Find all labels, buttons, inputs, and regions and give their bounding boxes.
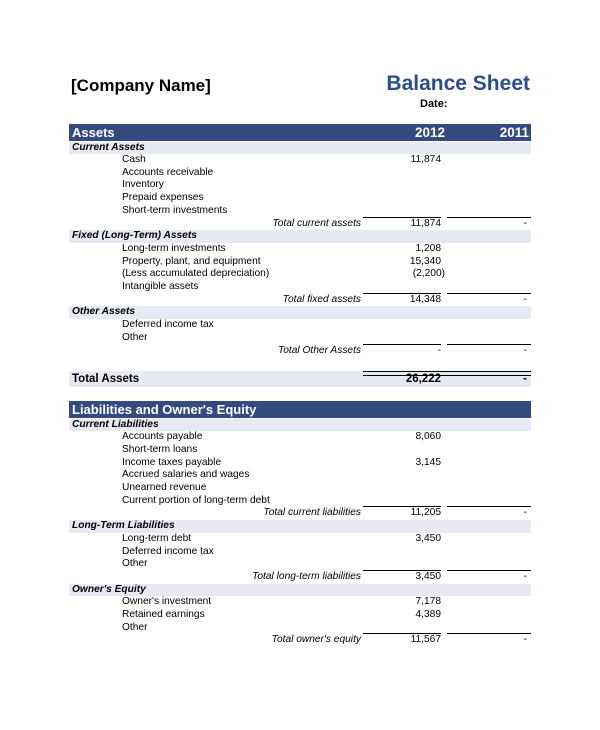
value-2012: (2,200)	[412, 268, 445, 280]
total-2011: -	[523, 344, 527, 356]
total-border	[447, 570, 531, 584]
section-label: Other Assets	[72, 306, 136, 318]
total-2012: 11,205	[410, 507, 441, 519]
value-2012: 8,060	[415, 431, 441, 443]
total-row	[69, 571, 531, 584]
section-label: Fixed (Long-Term) Assets	[72, 230, 197, 242]
total-2012: -	[437, 344, 441, 356]
row-label: (Less accumulated depreciation)	[122, 268, 270, 280]
total-2012: 11,567	[410, 634, 441, 646]
total-label: Total Other Assets	[277, 344, 361, 356]
total-row	[69, 294, 531, 307]
fixed-assets-header	[69, 230, 531, 243]
table-row	[69, 179, 531, 192]
total-assets-2012: 26,222	[405, 373, 441, 385]
total-2011: -	[523, 634, 527, 646]
table-row	[69, 319, 531, 332]
total-2012: 14,348	[409, 293, 441, 305]
row-label: Other	[122, 558, 148, 570]
row-label: Retained earnings	[122, 609, 205, 620]
total-border	[447, 344, 531, 358]
table-row	[69, 457, 531, 470]
liabilities-heading: Liabilities and Owner's Equity	[72, 402, 257, 417]
total-assets-label: Total Assets	[72, 373, 140, 385]
document-title: Balance Sheet	[386, 72, 530, 95]
total-border	[447, 506, 531, 520]
table-row	[69, 444, 531, 457]
table-row	[69, 256, 531, 269]
company-name: [Company Name]	[71, 76, 211, 95]
double-underline	[363, 371, 531, 376]
table-row	[69, 533, 531, 546]
value-2012: 3,450	[415, 532, 441, 544]
value-2012: 4,389	[415, 609, 441, 620]
year-2012-header: 2012	[414, 125, 445, 140]
total-row	[69, 345, 531, 358]
table-row	[69, 243, 531, 256]
section-label: Current Assets	[72, 141, 145, 153]
row-label: Accounts payable	[122, 431, 203, 443]
row-label: Deferred income tax	[122, 545, 214, 557]
current-liabilities-header	[69, 419, 531, 432]
section-label: Long-Term Liabilities	[72, 520, 175, 532]
row-label: Property, plant, and equipment	[122, 255, 261, 267]
row-label: Unearned revenue	[122, 482, 207, 493]
year-2011-header: 2011	[499, 125, 529, 140]
total-2012: 11,874	[410, 217, 441, 229]
row-label: Cash	[122, 154, 146, 165]
row-label: Current portion of long-term debt	[122, 494, 270, 506]
current-assets-header	[69, 142, 531, 155]
assets-header	[69, 124, 531, 141]
row-label: Long-term debt	[122, 532, 192, 544]
row-label: Inventory	[122, 179, 164, 191]
total-border	[447, 633, 531, 647]
total-2011: -	[523, 293, 527, 305]
row-label: Long-term investments	[122, 242, 226, 254]
table-row	[69, 167, 531, 180]
table-row	[69, 596, 531, 609]
table-row	[69, 469, 531, 482]
row-label: Accounts receivable	[122, 166, 214, 178]
longterm-liabilities-header	[69, 520, 531, 533]
value-2012: 1,208	[415, 242, 441, 254]
total-2011: -	[523, 570, 527, 582]
row-label: Prepaid expenses	[122, 192, 204, 204]
total-2012: 3,450	[415, 570, 441, 582]
value-2012: 11,874	[410, 154, 441, 165]
total-assets-2011: -	[523, 373, 527, 385]
total-row	[69, 218, 531, 231]
table-row	[69, 431, 531, 444]
row-label: Owner's investment	[122, 596, 212, 608]
total-border	[447, 293, 531, 307]
value-2012: 15,340	[409, 255, 441, 267]
assets-heading: Assets	[72, 125, 115, 140]
table-row	[69, 546, 531, 559]
other-assets-header	[69, 306, 531, 319]
total-label: Total owner's equity	[271, 634, 361, 646]
row-label: Short-term investments	[122, 204, 228, 216]
total-row	[69, 507, 531, 520]
table-row	[69, 609, 531, 622]
section-label: Owner's Equity	[72, 583, 146, 595]
total-border	[363, 344, 441, 358]
total-label: Total current liabilities	[263, 507, 361, 519]
row-label: Intangible assets	[122, 281, 199, 292]
total-border	[447, 217, 531, 231]
total-row	[69, 634, 531, 647]
table-row	[69, 154, 531, 167]
value-2012: 7,178	[415, 596, 441, 608]
total-assets-row	[69, 371, 531, 387]
liabilities-header	[69, 401, 531, 418]
table-row	[69, 192, 531, 205]
row-label: Other	[122, 621, 148, 633]
table-row	[69, 482, 531, 495]
owners-equity-header	[69, 584, 531, 597]
total-label: Total fixed assets	[282, 293, 361, 305]
table-row	[69, 268, 531, 281]
date-label: Date:	[420, 98, 448, 110]
row-label: Deferred income tax	[122, 319, 214, 331]
section-label: Current Liabilities	[72, 418, 159, 430]
value-2012: 3,145	[415, 456, 441, 468]
total-label: Total long-term liabilities	[252, 570, 361, 582]
row-label: Income taxes payable	[122, 456, 222, 468]
total-label: Total current assets	[272, 217, 361, 229]
row-label: Short-term loans	[122, 443, 198, 455]
row-label: Other	[122, 331, 148, 343]
total-2011: -	[523, 217, 527, 229]
row-label: Accrued salaries and wages	[122, 469, 250, 481]
total-2011: -	[523, 507, 527, 519]
